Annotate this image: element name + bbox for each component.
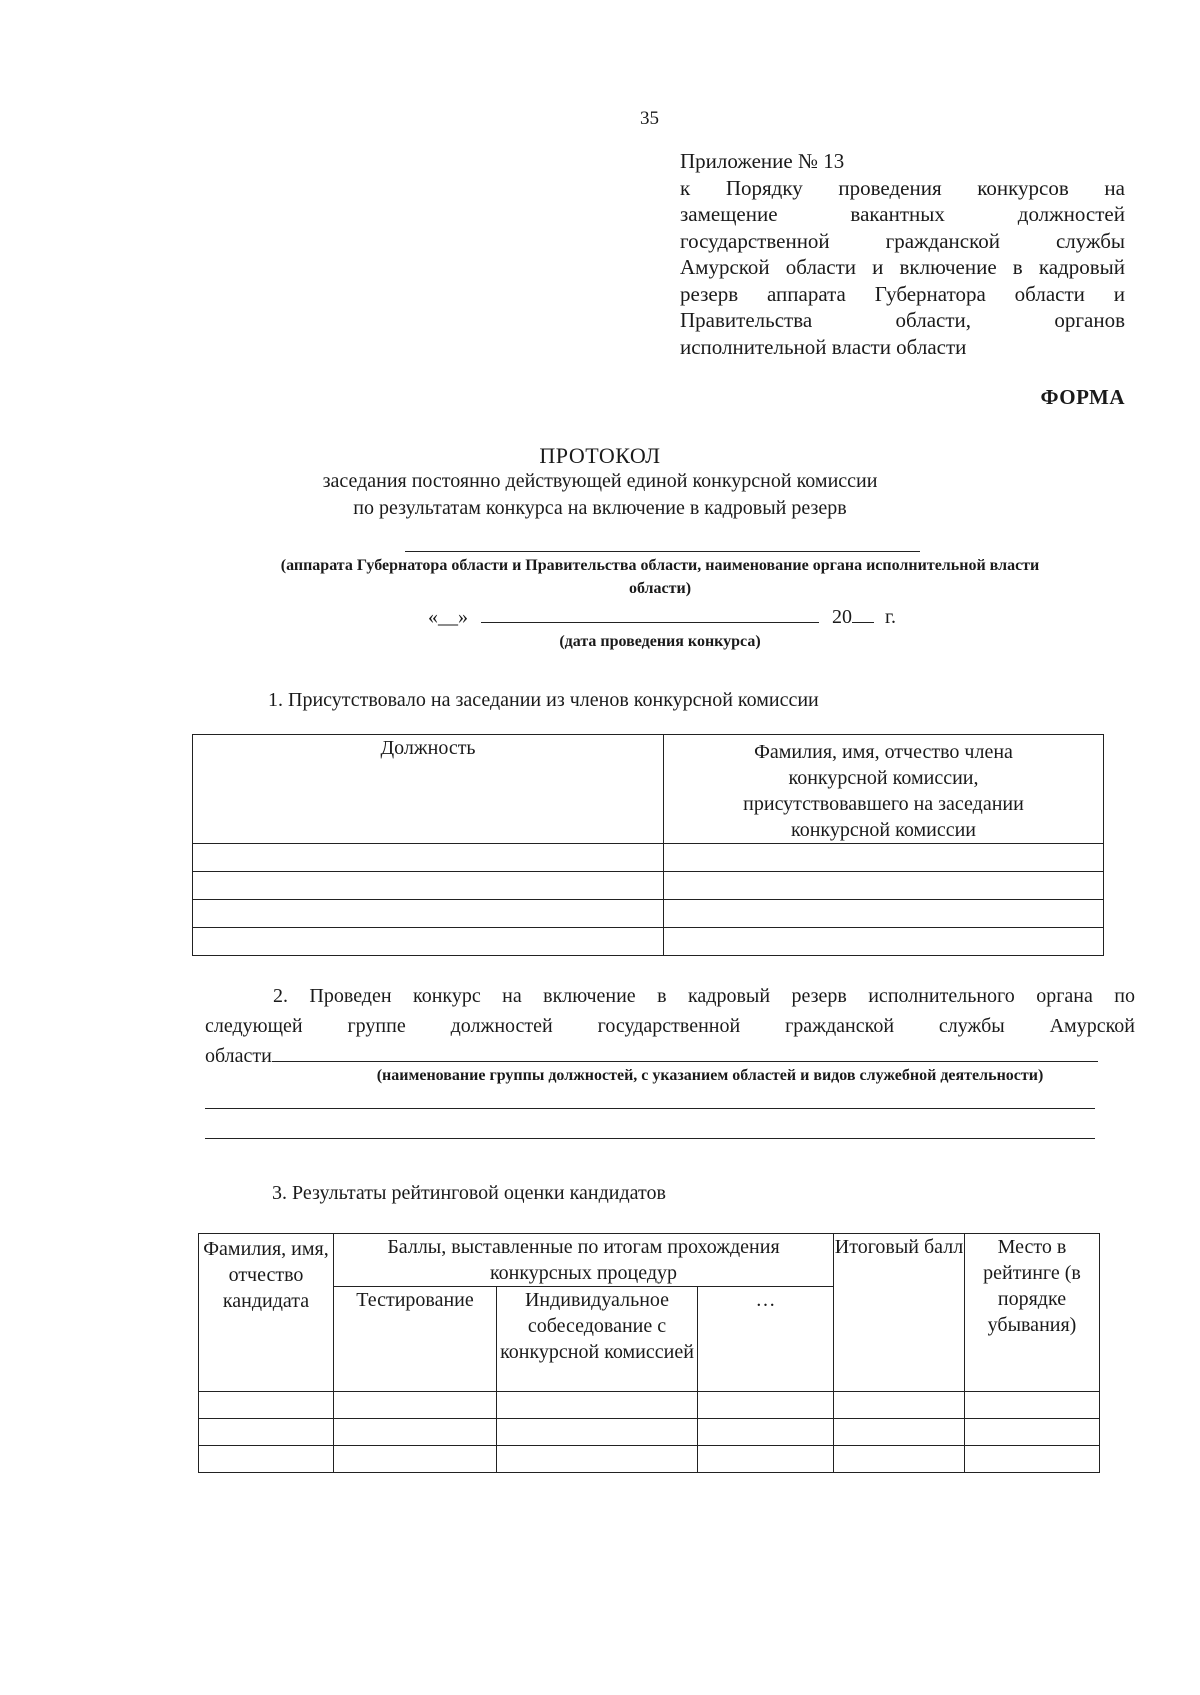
table-cell[interactable] — [193, 928, 664, 956]
table-cell[interactable] — [334, 1446, 497, 1473]
table-cell[interactable] — [199, 1392, 334, 1419]
table-cell[interactable] — [199, 1419, 334, 1446]
ratings-table — [198, 1233, 1100, 1473]
section1-heading: 1. Присутствовало на заседании из членов конкурсной комиссии — [268, 689, 819, 711]
annex-line: Приложение № 13 — [680, 149, 845, 173]
table-row — [199, 1392, 1100, 1419]
table-cell[interactable] — [497, 1446, 698, 1473]
org-fill-line[interactable] — [405, 551, 920, 552]
org-note-line: (аппарата Губернатора области и Правительства области, наименование органа исполнительной власти — [280, 557, 1040, 574]
header-candidate-name — [199, 1234, 334, 1392]
table-row — [193, 900, 1104, 928]
date-note: (дата проведения конкурса) — [559, 633, 761, 650]
page-number: 35 — [640, 108, 659, 129]
annex-line: к Порядку проведения конкурсов на — [680, 175, 1125, 200]
section2-line-prefix: области — [205, 1045, 272, 1067]
header-testing — [334, 1287, 497, 1392]
date-year-prefix: 20 — [832, 606, 852, 628]
header-more-label: … — [755, 1289, 776, 1311]
subtitle-line: по результатам конкурса на включение в кадровый резерв — [353, 497, 847, 519]
annex-block — [680, 148, 1125, 360]
fill-line[interactable] — [205, 1138, 1095, 1139]
annex-line: Правительства области, органов — [680, 308, 1125, 332]
table-cell[interactable] — [193, 844, 664, 872]
table-cell[interactable] — [698, 1392, 834, 1419]
form-label: ФОРМА — [1040, 385, 1125, 409]
header-interview — [497, 1287, 698, 1392]
annex-line: резерв аппарата Губернатора области и — [680, 281, 1125, 306]
annex-line: государственной гражданской службы — [680, 228, 1125, 253]
members-table — [192, 734, 1104, 956]
subtitle-line: заседания постоянно действующей единой конкурсной комиссии — [322, 470, 878, 492]
table-row — [193, 872, 1104, 900]
header-scores-label: Баллы, выставленные по итогам прохождения конкурсных процедур — [387, 1236, 780, 1284]
table-cell[interactable] — [834, 1392, 965, 1419]
table-header-row — [199, 1234, 1100, 1287]
table-cell[interactable] — [664, 900, 1104, 928]
header-total-label: Итоговый балл — [834, 1236, 964, 1258]
header-interview-label: Индивидуальное собеседование с конкурсной комиссией — [500, 1289, 694, 1363]
table-row — [193, 844, 1104, 872]
table-cell[interactable] — [834, 1419, 965, 1446]
table-cell[interactable] — [834, 1446, 965, 1473]
table-cell[interactable] — [334, 1392, 497, 1419]
date-year-suffix: г. — [885, 606, 896, 628]
table-row — [193, 928, 1104, 956]
header-total — [834, 1234, 965, 1392]
table-cell[interactable] — [497, 1392, 698, 1419]
org-note-line: области) — [628, 580, 692, 597]
table-cell[interactable] — [497, 1419, 698, 1446]
date-month-field[interactable] — [481, 604, 819, 623]
table-cell[interactable] — [698, 1446, 834, 1473]
date-row — [428, 604, 896, 629]
section2-line: следующей группе должностей государственной гражданской службы Амурской — [205, 1015, 1135, 1037]
header-testing-label: Тестирование — [356, 1289, 474, 1311]
table-cell[interactable] — [334, 1419, 497, 1446]
table-cell[interactable] — [193, 872, 664, 900]
table-cell[interactable] — [965, 1419, 1100, 1446]
fill-line[interactable] — [205, 1108, 1095, 1109]
header-rank-label: Место в рейтинге (в порядке убывания) — [983, 1236, 1081, 1336]
date-day-field[interactable]: «__» — [428, 606, 468, 628]
table-cell[interactable] — [965, 1446, 1100, 1473]
header-member-name-label: Фамилия, имя, отчество члена конкурсной комиссии, присутствовавшего на заседании конкурсной комиссии — [743, 741, 1024, 841]
section2-paragraph — [205, 981, 1135, 1071]
header-candidate-name-label: Фамилия, имя, отчество кандидата — [203, 1238, 329, 1312]
date-year-field[interactable] — [852, 604, 874, 623]
table-cell[interactable] — [664, 928, 1104, 956]
table-row — [199, 1419, 1100, 1446]
header-scores — [334, 1234, 834, 1287]
org-note — [230, 554, 1090, 600]
annex-line: замещение вакантных должностей — [680, 202, 1125, 226]
header-rank — [965, 1234, 1100, 1392]
table-header-row — [193, 735, 1104, 844]
table-row — [199, 1446, 1100, 1473]
annex-line: Амурской области и включение в кадровый — [680, 255, 1125, 279]
table-cell[interactable] — [664, 844, 1104, 872]
table-cell[interactable] — [965, 1392, 1100, 1419]
table-cell[interactable] — [664, 872, 1104, 900]
table-cell[interactable] — [199, 1446, 334, 1473]
header-more — [698, 1287, 834, 1392]
section2-line: 2. Проведен конкурс на включение в кадровый резерв исполнительного органа по — [273, 985, 1135, 1007]
table-cell[interactable] — [193, 900, 664, 928]
protocol-title: ПРОТОКОЛ — [539, 443, 661, 468]
header-position — [193, 735, 664, 844]
header-position-label: Должность — [380, 737, 476, 759]
group-note: (наименование группы должностей, с указанием областей и видов служебной деятельности) — [376, 1067, 1044, 1084]
header-member-name — [664, 735, 1104, 844]
group-fill-line[interactable] — [272, 1043, 1098, 1062]
section3-heading: 3. Результаты рейтинговой оценки кандидатов — [272, 1182, 666, 1204]
protocol-subtitle — [0, 468, 1200, 522]
annex-line: исполнительной власти области — [680, 334, 967, 359]
table-cell[interactable] — [698, 1419, 834, 1446]
